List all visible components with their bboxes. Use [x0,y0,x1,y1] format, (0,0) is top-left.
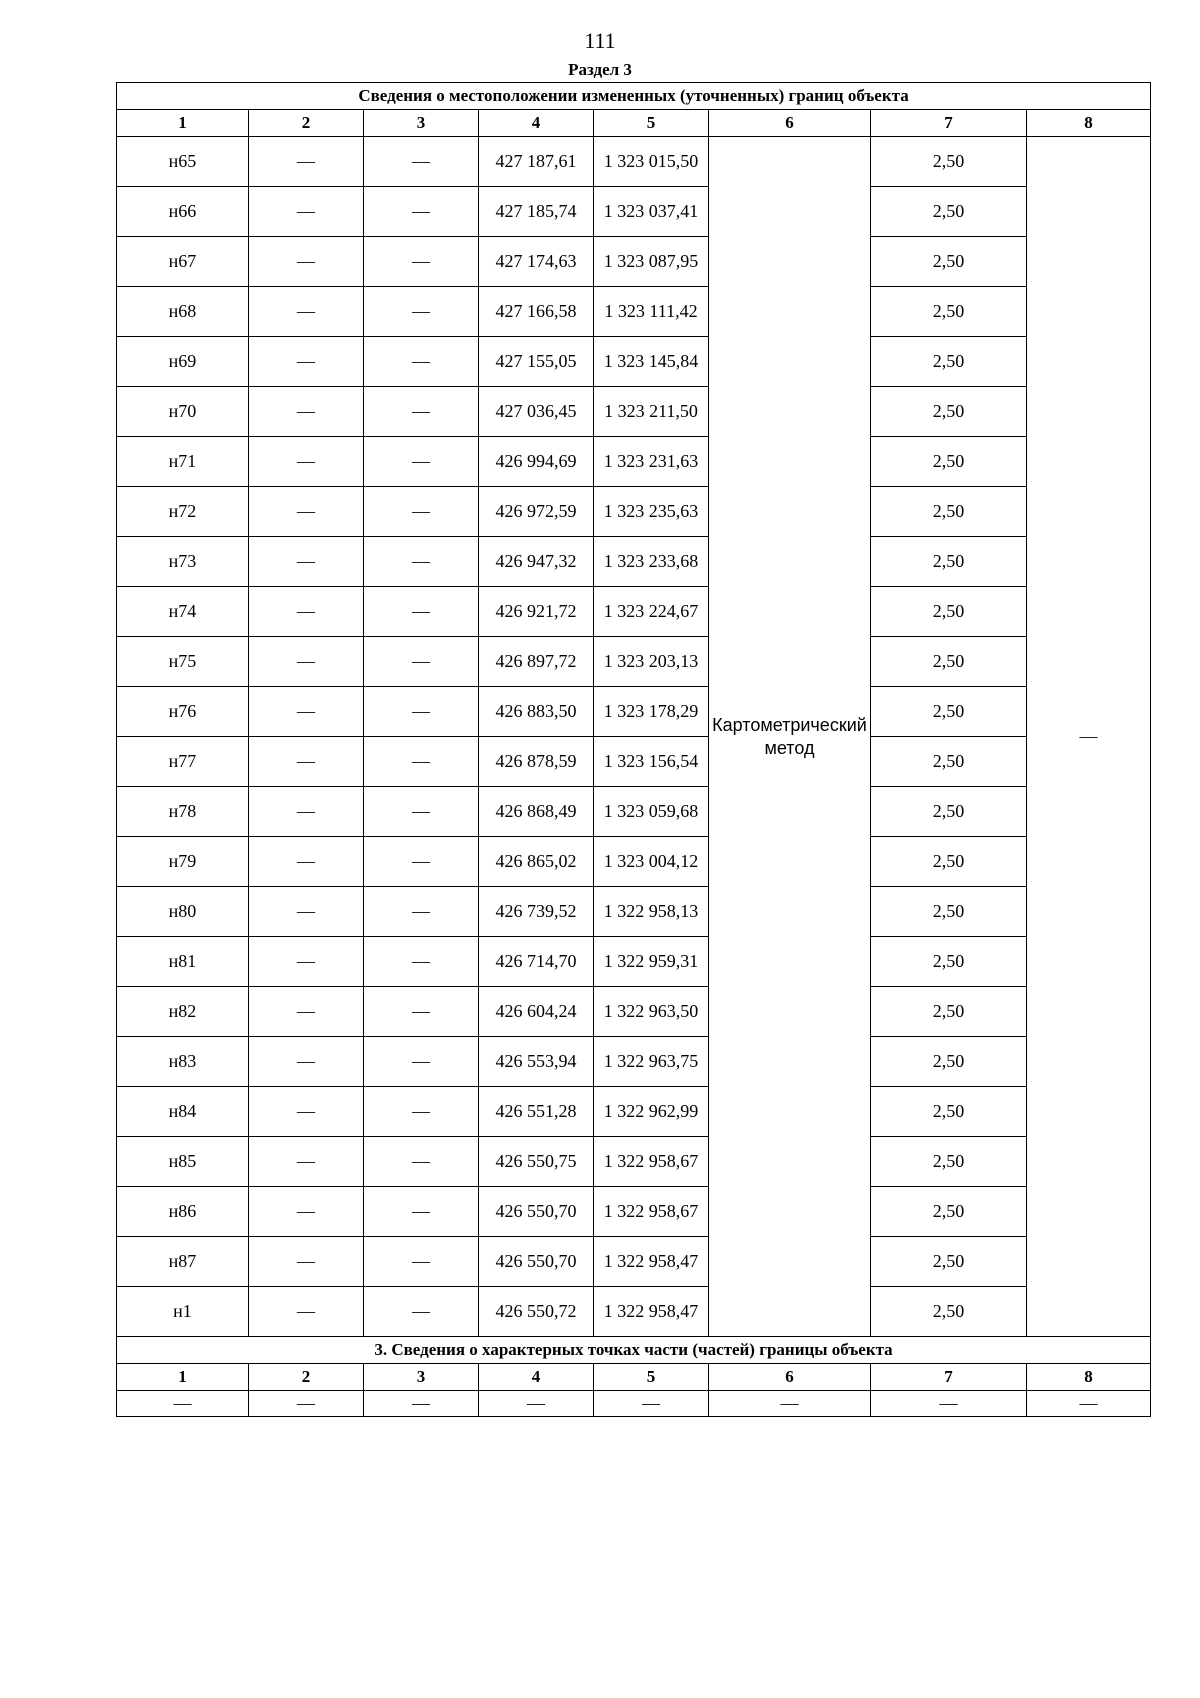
y-coordinate-cell: 1 323 004,12 [594,837,709,887]
column2-cell: — [249,487,364,537]
table1-header-cell: 2 [249,110,364,137]
y-coordinate-cell: 1 323 059,68 [594,787,709,837]
column2-cell: — [249,887,364,937]
column3-cell: — [364,1137,479,1187]
table2-row [117,1391,1151,1417]
point-cell: н84 [117,1087,249,1137]
x-coordinate-cell: 426 550,70 [479,1187,594,1237]
x-coordinate-cell: 426 550,70 [479,1237,594,1287]
point-cell: н71 [117,437,249,487]
accuracy-cell: 2,50 [871,1187,1027,1237]
page-number: 111 [584,28,616,53]
accuracy-cell: 2,50 [871,587,1027,637]
y-coordinate-cell: 1 323 015,50 [594,137,709,187]
point-cell: н73 [117,537,249,587]
column3-cell: — [364,637,479,687]
accuracy-cell: 2,50 [871,787,1027,837]
accuracy-cell: 2,50 [871,437,1027,487]
x-coordinate-cell: 426 550,75 [479,1137,594,1187]
y-coordinate-cell: 1 323 235,63 [594,487,709,537]
column3-cell: — [364,1187,479,1237]
column2-cell: — [249,237,364,287]
column2-cell: — [249,337,364,387]
column3-cell: — [364,387,479,437]
table2-cell: — [709,1391,871,1417]
table1-header-cell: 7 [871,110,1027,137]
accuracy-cell: 2,50 [871,1237,1027,1287]
y-coordinate-cell: 1 322 958,47 [594,1237,709,1287]
column3-cell: — [364,537,479,587]
y-coordinate-cell: 1 322 963,50 [594,987,709,1037]
column2-cell: — [249,287,364,337]
x-coordinate-cell: 427 187,61 [479,137,594,187]
column3-cell: — [364,437,479,487]
column3-cell: — [364,187,479,237]
column2-cell: — [249,387,364,437]
column3-cell: — [364,787,479,837]
column2-cell: — [249,837,364,887]
accuracy-cell: 2,50 [871,737,1027,787]
column2-cell: — [249,1187,364,1237]
table2-cell: — [364,1391,479,1417]
y-coordinate-cell: 1 323 178,29 [594,687,709,737]
column3-cell: — [364,337,479,387]
column2-cell: — [249,1087,364,1137]
table2-cell: — [479,1391,594,1417]
table2-cell: — [594,1391,709,1417]
y-coordinate-cell: 1 323 111,42 [594,287,709,337]
accuracy-cell: 2,50 [871,1287,1027,1337]
column2-cell: — [249,187,364,237]
table-row [117,1087,1151,1137]
accuracy-cell: 2,50 [871,287,1027,337]
column2-cell: — [249,437,364,487]
y-coordinate-cell: 1 323 203,13 [594,637,709,687]
column3-cell: — [364,987,479,1037]
y-coordinate-cell: 1 322 963,75 [594,1037,709,1087]
point-cell: н75 [117,637,249,687]
y-coordinate-cell: 1 323 087,95 [594,237,709,287]
column8-cell: — [1027,137,1151,1337]
table2-header-cell: 6 [709,1364,871,1391]
x-coordinate-cell: 427 166,58 [479,287,594,337]
table-row [117,887,1151,937]
point-cell: н1 [117,1287,249,1337]
table-row [117,437,1151,487]
point-cell: н81 [117,937,249,987]
point-cell: н76 [117,687,249,737]
point-cell: н85 [117,1137,249,1187]
table-row [117,987,1151,1037]
point-cell: н77 [117,737,249,787]
y-coordinate-cell: 1 322 958,67 [594,1187,709,1237]
column3-cell: — [364,937,479,987]
column3-cell: — [364,1087,479,1137]
table-row [117,1287,1151,1337]
accuracy-cell: 2,50 [871,337,1027,387]
y-coordinate-cell: 1 323 156,54 [594,737,709,787]
table-row [117,837,1151,887]
y-coordinate-cell: 1 322 958,47 [594,1287,709,1337]
table1-header-cell: 1 [117,110,249,137]
x-coordinate-cell: 426 739,52 [479,887,594,937]
accuracy-cell: 2,50 [871,187,1027,237]
table2-header-cell: 4 [479,1364,594,1391]
column2-cell: — [249,1287,364,1337]
accuracy-cell: 2,50 [871,687,1027,737]
column2-cell: — [249,1137,364,1187]
table-row [117,187,1151,237]
table2-header-cell: 1 [117,1364,249,1391]
table-row [117,287,1151,337]
table-row [117,537,1151,587]
table1-header-cell: 8 [1027,110,1151,137]
method-cell: Картометрический метод [709,137,871,1337]
x-coordinate-cell: 426 550,72 [479,1287,594,1337]
table2-header-cell: 2 [249,1364,364,1391]
column2-cell: — [249,787,364,837]
table-row [117,687,1151,737]
y-coordinate-cell: 1 323 211,50 [594,387,709,437]
table-row [117,787,1151,837]
x-coordinate-cell: 426 714,70 [479,937,594,987]
column3-cell: — [364,487,479,537]
y-coordinate-cell: 1 323 231,63 [594,437,709,487]
accuracy-cell: 2,50 [871,1087,1027,1137]
accuracy-cell: 2,50 [871,887,1027,937]
x-coordinate-cell: 427 155,05 [479,337,594,387]
y-coordinate-cell: 1 322 959,31 [594,937,709,987]
accuracy-cell: 2,50 [871,537,1027,587]
point-cell: н70 [117,387,249,437]
table2-header-row [117,1364,1151,1391]
column3-cell: — [364,837,479,887]
table-row [117,587,1151,637]
point-cell: н66 [117,187,249,237]
point-cell: н79 [117,837,249,887]
y-coordinate-cell: 1 323 233,68 [594,537,709,587]
column3-cell: — [364,687,479,737]
x-coordinate-cell: 426 972,59 [479,487,594,537]
column3-cell: — [364,1037,479,1087]
table1-header-cell: 4 [479,110,594,137]
table2-header-cell: 7 [871,1364,1027,1391]
x-coordinate-cell: 426 947,32 [479,537,594,587]
column2-cell: — [249,987,364,1037]
y-coordinate-cell: 1 322 958,13 [594,887,709,937]
x-coordinate-cell: 427 036,45 [479,387,594,437]
column2-cell: — [249,737,364,787]
x-coordinate-cell: 426 553,94 [479,1037,594,1087]
table-row [117,737,1151,787]
x-coordinate-cell: 427 174,63 [479,237,594,287]
table2-cell: — [871,1391,1027,1417]
table-row [117,1137,1151,1187]
accuracy-cell: 2,50 [871,1037,1027,1087]
table2-cell: — [249,1391,364,1417]
accuracy-cell: 2,50 [871,1137,1027,1187]
table-row [117,337,1151,387]
column2-cell: — [249,1037,364,1087]
table-row [117,387,1151,437]
x-coordinate-cell: 426 994,69 [479,437,594,487]
y-coordinate-cell: 1 323 224,67 [594,587,709,637]
accuracy-cell: 2,50 [871,837,1027,887]
point-cell: н67 [117,237,249,287]
column3-cell: — [364,587,479,637]
x-coordinate-cell: 426 921,72 [479,587,594,637]
point-cell: н74 [117,587,249,637]
accuracy-cell: 2,50 [871,237,1027,287]
x-coordinate-cell: 426 604,24 [479,987,594,1037]
x-coordinate-cell: 426 883,50 [479,687,594,737]
accuracy-cell: 2,50 [871,637,1027,687]
table2-cell: — [1027,1391,1151,1417]
column3-cell: — [364,737,479,787]
table2-header-cell: 3 [364,1364,479,1391]
x-coordinate-cell: 426 865,02 [479,837,594,887]
column3-cell: — [364,887,479,937]
table-row [117,937,1151,987]
x-coordinate-cell: 427 185,74 [479,187,594,237]
table-row [117,1237,1151,1287]
point-cell: н69 [117,337,249,387]
table-row [117,637,1151,687]
table1-header-row [117,110,1151,137]
accuracy-cell: 2,50 [871,937,1027,987]
column3-cell: — [364,1237,479,1287]
column2-cell: — [249,137,364,187]
y-coordinate-cell: 1 323 145,84 [594,337,709,387]
column3-cell: — [364,287,479,337]
column2-cell: — [249,587,364,637]
x-coordinate-cell: 426 868,49 [479,787,594,837]
table1-header-cell: 6 [709,110,871,137]
point-cell: н87 [117,1237,249,1287]
x-coordinate-cell: 426 551,28 [479,1087,594,1137]
section-label: Раздел 3 [568,60,632,79]
table1-header-cell: 5 [594,110,709,137]
y-coordinate-cell: 1 322 958,67 [594,1137,709,1187]
point-cell: н68 [117,287,249,337]
column2-cell: — [249,1237,364,1287]
point-cell: н82 [117,987,249,1037]
table-row [117,237,1151,287]
table-row [117,1187,1151,1237]
table-row [117,1037,1151,1087]
y-coordinate-cell: 1 322 962,99 [594,1087,709,1137]
table2-cell: — [117,1391,249,1417]
accuracy-cell: 2,50 [871,137,1027,187]
table2-header-cell: 5 [594,1364,709,1391]
point-cell: н83 [117,1037,249,1087]
column2-cell: — [249,637,364,687]
point-cell: н72 [117,487,249,537]
column3-cell: — [364,1287,479,1337]
accuracy-cell: 2,50 [871,987,1027,1037]
table2-header-cell: 8 [1027,1364,1151,1391]
point-cell: н65 [117,137,249,187]
point-cell: н78 [117,787,249,837]
point-cell: н80 [117,887,249,937]
column3-cell: — [364,237,479,287]
table1-caption: Сведения о местоположении измененных (уточненных) границ объекта [117,83,1151,110]
table-row [117,487,1151,537]
table1-header-cell: 3 [364,110,479,137]
table-row [117,137,1151,187]
point-cell: н86 [117,1187,249,1237]
y-coordinate-cell: 1 323 037,41 [594,187,709,237]
column2-cell: — [249,937,364,987]
x-coordinate-cell: 426 878,59 [479,737,594,787]
x-coordinate-cell: 426 897,72 [479,637,594,687]
accuracy-cell: 2,50 [871,487,1027,537]
boundary-points-table [116,82,1151,1417]
column3-cell: — [364,137,479,187]
column2-cell: — [249,537,364,587]
column2-cell: — [249,687,364,737]
accuracy-cell: 2,50 [871,387,1027,437]
table2-caption: 3. Сведения о характерных точках части (частей) границы объекта [117,1337,1151,1364]
